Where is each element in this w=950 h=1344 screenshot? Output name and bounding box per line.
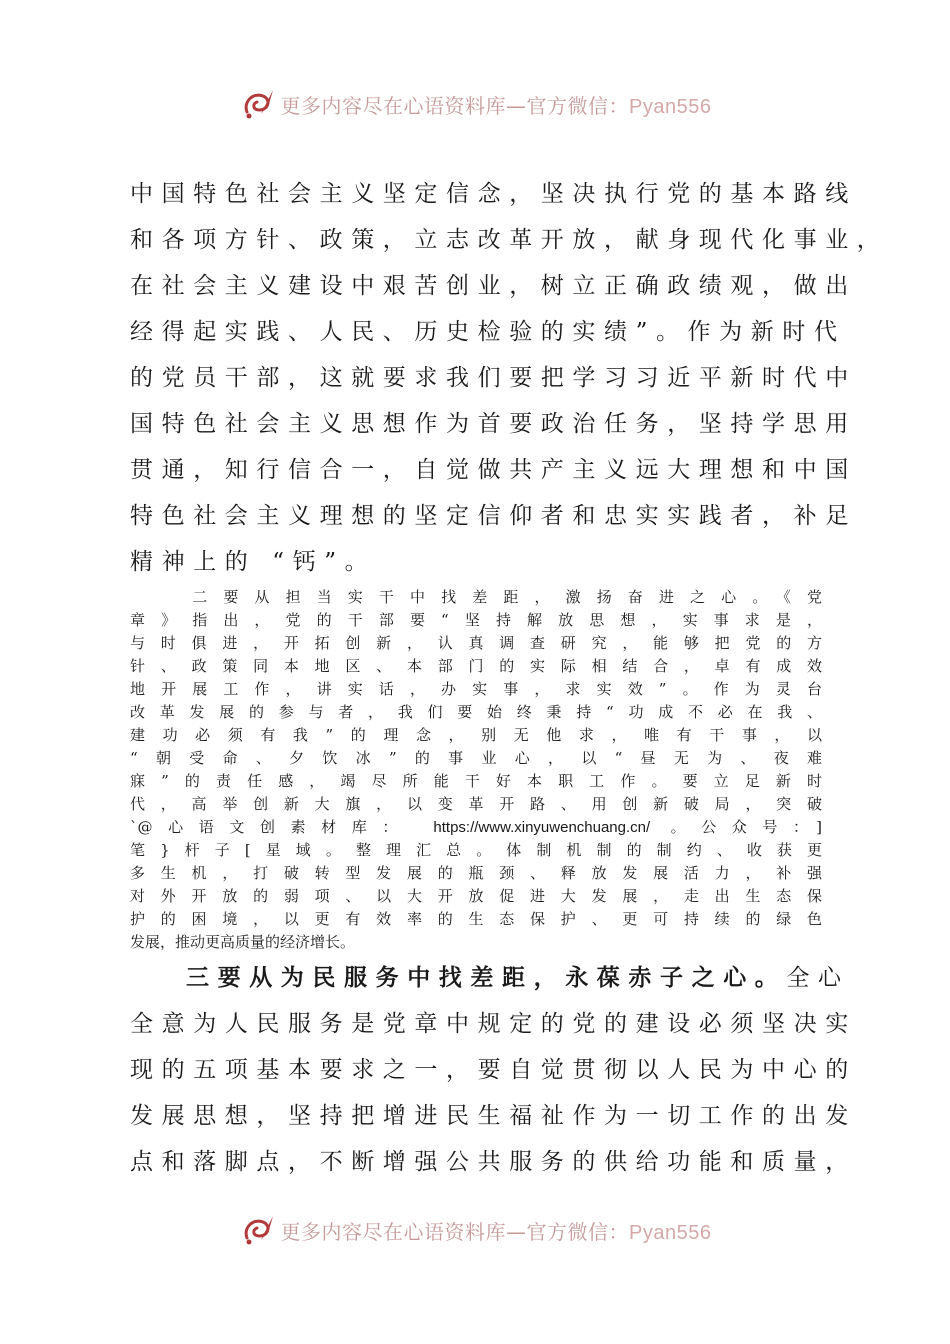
ad-suffix: 。公众号：] [670,818,822,836]
text-line: “朝受命、夕饮冰”的事业心，以“昼无为、夜难 [130,749,822,767]
text-line: 发展思想，坚持把增进民生福祉作为一切工作的出发 [130,1103,857,1129]
text-line: 代，高举创新大旗，以变革开路、用创新破局，突破 [130,795,822,813]
heading-line [186,955,850,1001]
section-heading: 三要从为民服务中找差距，永葆赤子之心。 [186,964,787,991]
watermark-id: Pyan556 [629,1221,712,1244]
text-line: 特色社会主义理想的坚定信仰者和忠实实践者，补足 [130,503,857,529]
heading-tail: 全心 [786,965,850,991]
text-line: 章》指出，党的干部要“坚持解放思想，实事求是， [130,611,822,629]
text-line: 二要从担当实干中找差距，激扬奋进之心。《党 [130,588,822,606]
watermark-cn: 更多内容尽在心语资料库—官方微信： [280,1219,630,1244]
text-line: 寐”的责任感，竭尽所能干好本职工作。要立足新时 [130,772,822,790]
text-line: 针、政策同本地区、本部门的实际相结合，卓有成效 [130,657,822,675]
ad-url: https://www.xinyuwenchuang.cn/ [433,819,651,836]
text-line: 现的五项基本要求之一，要自觉贯彻以人民为中心的 [130,1057,857,1083]
text-line: 国特色社会主义思想作为首要政治任务，坚持学思用 [130,411,857,437]
quill-swirl-icon [239,1210,279,1250]
text-line: 全意为人民服务是党章中规定的党的建设必须坚决实 [130,1011,857,1037]
header-watermark [0,84,950,124]
watermark-text [281,1216,712,1245]
text-line: 精神上的 “钙”。 [130,549,377,575]
watermark-cn: 更多内容尽在心语资料库—官方微信： [280,93,630,118]
text-line: 中国特色社会主义坚定信念，坚决执行党的基本路线 [130,181,857,207]
text-line: 点和落脚点，不断增强公共服务的供给功能和质量， [130,1149,857,1175]
text-line: 笔}杆子[星域。整理汇总。体制机制的制约、收获更 [130,841,822,859]
quill-swirl-icon [239,84,279,124]
text-line: 经得起实践、人民、历史检验的实绩”。作为新时代 [130,319,846,345]
text-line: 与时俱进，开拓创新，认真调查研究，能够把党的方 [130,634,822,652]
text-line: 地开展工作，讲实话，办实事，求实效”。作为灵台 [130,680,822,698]
text-line: 对外开放的弱项、以大开放促进大发展，走出生态保 [130,887,822,905]
footer-watermark [0,1210,950,1250]
ad-prefix: `@心语文创素材库： [130,818,413,836]
text-line: 的党员干部，这就要求我们要把学习习近平新时代中 [130,365,857,391]
text-line: 多生机，打破转型发展的瓶颈、释放发展活力，补强 [130,864,822,882]
text-line: 贯通，知行信合一，自觉做共产主义远大理想和中国 [130,457,857,483]
text-line: 在社会主义建设中艰苦创业，树立正确政绩观，做出 [130,273,857,299]
text-line: 改革发展的参与者，我们要始终秉持“功成不必在我、 [130,703,822,721]
watermark-id: Pyan556 [629,95,712,118]
text-line: 建功必须有我”的理念，别无他求，唯有干事，以 [130,726,822,744]
text-line: 和各项方针、政策，立志改革开放，献身现代化事业， [130,227,889,253]
ad-line [130,816,822,839]
text-line: 护的困境，以更有效率的生态保护、更可持续的绿色 [130,910,822,928]
watermark-text [281,90,712,119]
text-line: 发展，推动更高质量的经济增长。 [130,933,356,951]
